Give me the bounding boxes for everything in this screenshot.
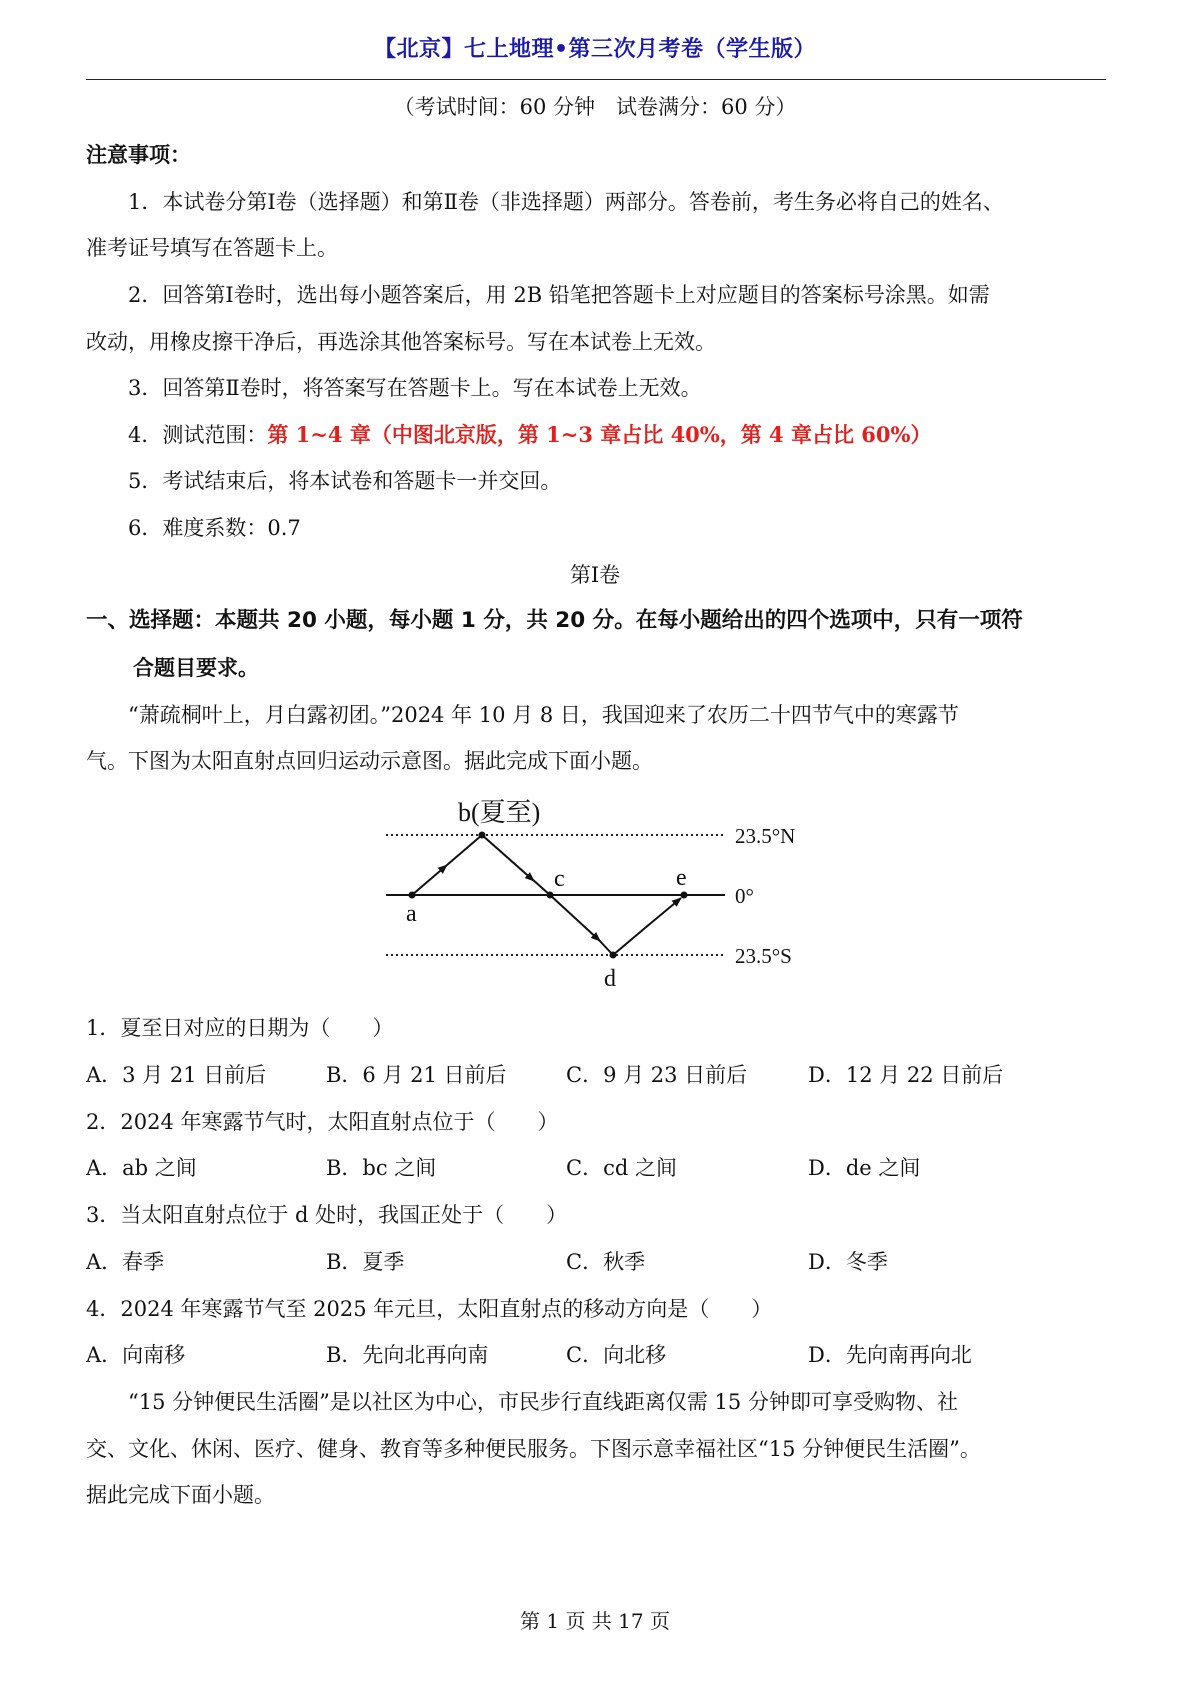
passage-2-line-1: “15 分钟便民生活圈”是以社区为中心，市民步行直线距离仅需 15 分钟即可享受购物、社 xyxy=(128,1390,958,1414)
path-d-to-e-arrow xyxy=(645,898,681,928)
note-item-1-line-2: 准考证号填写在答题卡上。 xyxy=(86,236,338,260)
path-b-to-c-arrow xyxy=(482,835,534,881)
point-e xyxy=(681,892,688,899)
header-divider xyxy=(86,79,1106,80)
passage-2-line-3: 据此完成下面小题。 xyxy=(86,1483,275,1507)
note-item-6: 6．难度系数：0.7 xyxy=(128,516,301,540)
passage-2-line-2: 交、文化、休闲、医疗、健身、教育等多种便民服务。下图示意幸福社区“15 分钟便民生活圈”。 xyxy=(86,1437,981,1461)
latitude-label-equator: 0° xyxy=(735,884,754,908)
label-a: a xyxy=(406,901,417,927)
label-b-summer-solstice: b(夏至) xyxy=(458,798,541,827)
label-c: c xyxy=(554,866,565,892)
question-3-option-c: C．秋季 xyxy=(566,1250,646,1274)
notes-heading: 注意事项： xyxy=(86,143,191,167)
passage-1-line-2: 气。下图为太阳直射点回归运动示意图。据此完成下面小题。 xyxy=(86,749,653,773)
latitude-label-south: 23.5°S xyxy=(735,944,792,968)
page-number-footer: 第 1 页 共 17 页 xyxy=(520,1609,670,1633)
latitude-label-north: 23.5°N xyxy=(735,824,796,848)
exam-info: （考试时间：60 分钟 试卷满分：60 分） xyxy=(393,95,797,119)
question-1-option-b: B．6 月 21 日前后 xyxy=(326,1063,507,1087)
note-item-5: 5．考试结束后，将本试卷和答题卡一并交回。 xyxy=(128,469,562,493)
passage-1-line-1: “萧疏桐叶上，月白露初团。”2024 年 10 月 8 日，我国迎来了农历二十四节气中的寒露节 xyxy=(128,703,959,727)
solar-direct-point-diagram xyxy=(370,785,830,1000)
point-d xyxy=(610,952,617,959)
path-b-to-c-segment xyxy=(532,879,550,895)
path-d-to-e-segment xyxy=(613,928,645,955)
point-a xyxy=(409,892,416,899)
path-c-to-d-arrow xyxy=(550,895,600,941)
question-4-option-d: D．先向南再向北 xyxy=(808,1343,972,1367)
question-1-option-d: D．12 月 22 日前后 xyxy=(808,1063,1004,1087)
note-item-4 xyxy=(128,420,1106,450)
question-1-stem: 1．夏至日对应的日期为（ ） xyxy=(86,1016,394,1040)
label-e: e xyxy=(676,865,687,891)
question-4-option-a: A．向南移 xyxy=(86,1343,186,1367)
document-header-title: 【北京】七上地理•第三次月考卷（学生版） xyxy=(373,37,817,62)
section-1-heading-line-2: 合题目要求。 xyxy=(133,656,259,680)
note-item-4-prefix: 4．测试范围： xyxy=(128,423,268,447)
label-d: d xyxy=(604,966,616,992)
note-item-3: 3．回答第Ⅱ卷时，将答案写在答题卡上。写在本试卷上无效。 xyxy=(128,376,702,400)
question-2-option-b: B．bc 之间 xyxy=(326,1156,437,1180)
note-item-1-line-1: 1．本试卷分第Ⅰ卷（选择题）和第Ⅱ卷（非选择题）两部分。答卷前，考生务必将自己的姓名、 xyxy=(128,190,1004,214)
question-3-option-d: D．冬季 xyxy=(808,1250,888,1274)
question-2-option-a: A．ab 之间 xyxy=(86,1156,197,1180)
test-scope-highlight: 第 1~4 章（中图北京版，第 1~3 章占比 40%，第 4 章占比 60%） xyxy=(267,422,932,447)
volume-title: 第Ⅰ卷 xyxy=(569,563,621,587)
question-4-option-b: B．先向北再向南 xyxy=(326,1343,489,1367)
question-3-option-a: A．春季 xyxy=(86,1250,165,1274)
point-b xyxy=(479,832,486,839)
question-2-option-c: C．cd 之间 xyxy=(566,1156,677,1180)
note-item-2-line-1: 2．回答第Ⅰ卷时，选出每小题答案后，用 2B 铅笔把答题卡上对应题目的答案标号涂黑。如需 xyxy=(128,283,990,307)
question-2-option-d: D．de 之间 xyxy=(808,1156,921,1180)
section-1-heading-line-1: 一、选择题：本题共 20 小题，每小题 1 分，共 20 分。在每小题给出的四个选项中，只有一项符 xyxy=(86,608,1023,633)
question-3-stem: 3．当太阳直射点位于 d 处时，我国正处于（ ） xyxy=(86,1203,568,1227)
question-4-stem: 4．2024 年寒露节气至 2025 年元旦，太阳直射点的移动方向是（ ） xyxy=(86,1297,773,1321)
question-1-option-c: C．9 月 23 日前后 xyxy=(566,1063,748,1087)
point-c xyxy=(547,892,554,899)
path-a-to-b-arrow-1 xyxy=(412,865,447,895)
path-a-to-b-segment xyxy=(447,835,482,865)
note-item-2-line-2: 改动，用橡皮擦干净后，再选涂其他答案标号。写在本试卷上无效。 xyxy=(86,330,716,354)
question-2-stem: 2．2024 年寒露节气时，太阳直射点位于（ ） xyxy=(86,1110,559,1134)
question-4-option-c: C．向北移 xyxy=(566,1343,667,1367)
question-3-option-b: B．夏季 xyxy=(326,1250,405,1274)
question-1-option-a: A．3 月 21 日前后 xyxy=(86,1063,267,1087)
